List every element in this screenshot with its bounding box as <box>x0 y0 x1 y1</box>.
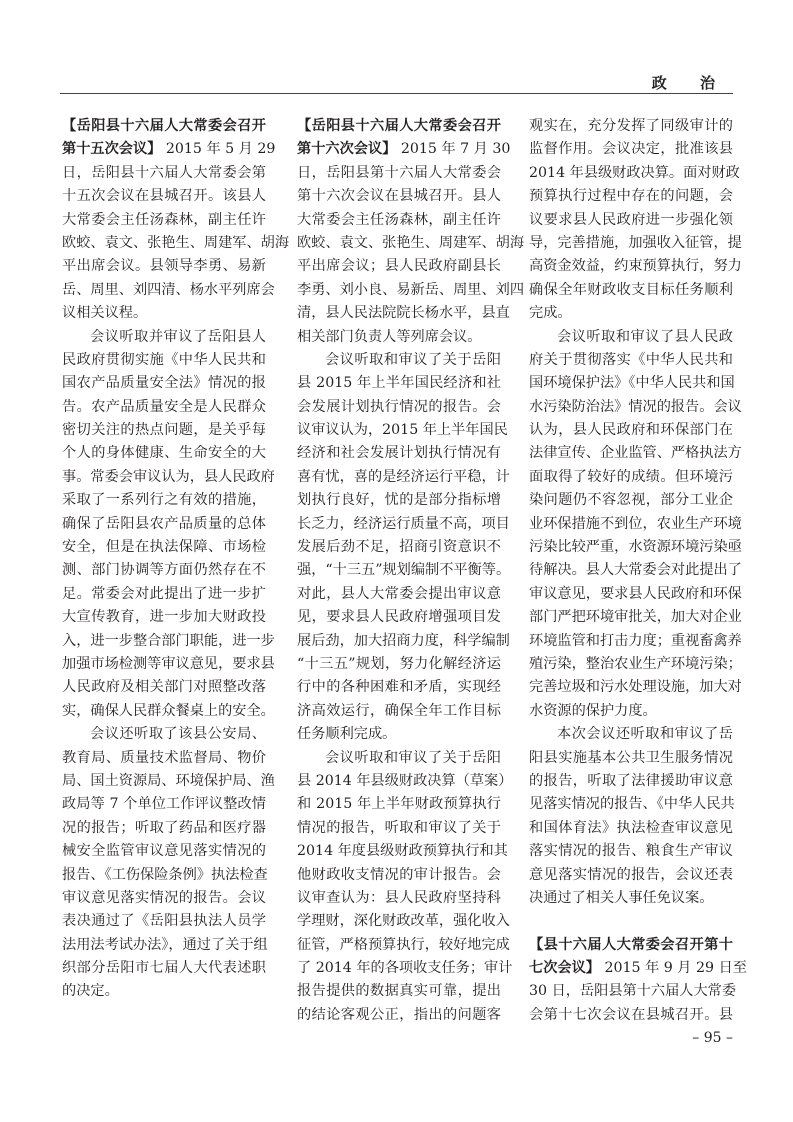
line-text: 监督作用。会议决定，批准该县 <box>529 141 733 158</box>
text-line <box>297 840 508 863</box>
text-line <box>297 1004 501 1027</box>
line-text: 会议听取和审议了关于岳阳 <box>325 749 501 766</box>
text-line <box>62 559 266 582</box>
text-line <box>62 419 266 442</box>
text-line <box>62 864 266 887</box>
line-text: 的报告，听取了法律援助审议意 <box>529 772 733 789</box>
text-line <box>529 793 733 816</box>
text-line <box>529 840 733 863</box>
line-text: 报告提供的数据真实可靠，提出 <box>297 983 501 1000</box>
entry-heading: 【岳阳县十六届人大常委会召开 <box>62 118 266 134</box>
text-line <box>297 419 508 442</box>
line-text: 国农产品质量安全法》情况的报 <box>62 375 266 392</box>
text-line <box>297 162 501 185</box>
line-text: 殖污染，整治农业生产环境污染； <box>529 655 742 672</box>
line-text: 法用法考试办法》，通过了关于组 <box>62 936 268 953</box>
paragraph <box>297 747 513 1028</box>
text-line <box>62 747 266 770</box>
text-line <box>529 653 742 676</box>
line-text: 平出席会议。县领导李勇、易新 <box>62 258 266 275</box>
text-line <box>297 396 501 419</box>
entry-heading: 第十五次会议】 <box>62 141 162 158</box>
line-text: 密切关注的热点问题，是关乎每 <box>62 422 266 439</box>
text-column-3 <box>529 115 747 1027</box>
text-line <box>297 934 510 957</box>
text-line <box>529 606 742 629</box>
text-line <box>529 1004 733 1027</box>
text-line <box>529 700 733 723</box>
paragraph <box>529 326 742 724</box>
line-text: 采取了一系列行之有效的措施， <box>62 492 266 509</box>
line-text: 相关部门负责人等列席会议。 <box>297 328 482 345</box>
line-text: 面取得了较好的成绩。但环境污 <box>529 468 733 485</box>
line-text: 入，进一步整合部门职能，进一步 <box>62 632 275 649</box>
text-line <box>297 559 511 582</box>
line-text: 会第十七次会议在县城召开。县 <box>529 1006 733 1023</box>
text-line <box>529 419 733 442</box>
paragraph <box>529 934 747 1028</box>
text-line <box>529 372 733 395</box>
line-text: 织部分岳阳市七届人大代表述职 <box>62 960 266 977</box>
line-text: 情况的报告，听取和审议了关于 <box>297 819 501 836</box>
text-column-2 <box>297 115 525 1027</box>
text-line <box>62 700 275 723</box>
text-line <box>529 747 733 770</box>
line-text: 2015 年 7 月 30 <box>396 141 511 158</box>
paragraph <box>62 115 290 326</box>
entry-heading: 【岳阳县十六届人大常委会召开 <box>297 118 501 134</box>
text-line <box>529 209 733 232</box>
line-text: 强，“十三五”规划编制不平衡等。 <box>297 562 511 579</box>
line-text: 业环保措施不到位，农业生产环境 <box>529 515 742 532</box>
header-divider <box>60 93 733 94</box>
line-text: 政局等 7 个单位工作评议整改情 <box>62 796 266 813</box>
line-text: 发展后劲不足，招商引资意识不 <box>297 539 501 556</box>
text-line <box>297 536 501 559</box>
line-text: 安全，但是在执法保障、市场检 <box>62 539 266 556</box>
line-text: 了 2014 年的各项收支任务；审计 <box>297 960 513 977</box>
line-text: 议审议认为，2015 年上半年国民 <box>297 422 508 439</box>
text-line <box>529 676 742 699</box>
text-line <box>297 864 501 887</box>
text-line <box>62 326 266 349</box>
text-line <box>529 466 733 489</box>
section-header: 政 治 <box>651 74 729 92</box>
line-text: 济高效运行，确保全年工作目标 <box>297 702 501 719</box>
line-text: 导，完善措施，加强收入征管，提 <box>529 234 742 251</box>
paragraph <box>529 115 742 326</box>
line-text: 完成。 <box>529 305 572 322</box>
line-text: 部门严把环境审批关，加大对企业 <box>529 609 742 626</box>
text-line <box>529 723 733 746</box>
line-text: 意见落实情况的报告，会议还表 <box>529 866 733 883</box>
line-text: 预算执行过程中存在的问题，会 <box>529 188 733 205</box>
text-line <box>297 770 513 793</box>
line-text: 和国体育法》执法检查审议意见 <box>529 819 733 836</box>
line-text: 李勇、刘小良、易新岳、周里、刘四 <box>297 281 525 298</box>
line-text: 平出席会议；县人民政府副县长 <box>297 258 501 275</box>
text-line <box>62 232 290 255</box>
line-text: 十五次会议在县城召开。该县人 <box>62 188 266 205</box>
text-line <box>62 209 266 232</box>
line-text: 县 2015 年上半年国民经济和社 <box>297 375 501 392</box>
text-line <box>529 255 742 278</box>
text-line <box>62 583 266 606</box>
line-text: 县 2014 年县级财政决算（草案） <box>297 772 513 789</box>
text-line <box>62 185 266 208</box>
text-line <box>529 536 742 559</box>
line-text: 的决定。 <box>62 983 119 1000</box>
line-text: 2014 年县级财政决算。面对财政 <box>529 164 740 181</box>
line-text: 长乏力，经济运行质量不高，项目 <box>297 515 510 532</box>
line-text: 学理财，深化财政改革，强化收入 <box>297 913 510 930</box>
text-line <box>297 255 501 278</box>
text-line <box>297 723 501 746</box>
paragraph <box>297 115 525 349</box>
line-text: 划执行良好，忧的是部分指标增 <box>297 492 501 509</box>
text-line <box>62 115 266 138</box>
text-line <box>529 817 733 840</box>
text-line <box>62 255 266 278</box>
line-text: 会发展计划执行情况的报告。会 <box>297 398 501 415</box>
line-text: 人民政府及相关部门对照整改落 <box>62 679 266 696</box>
text-line <box>529 326 733 349</box>
text-line <box>529 559 742 582</box>
line-text: 告。农产品质量安全是人民群众 <box>62 398 266 415</box>
line-text: 观实在，充分发挥了同级审计的 <box>529 118 733 134</box>
line-text: 阳县实施基本公共卫生服务情况 <box>529 749 733 766</box>
text-line <box>62 630 275 653</box>
paragraph <box>297 349 511 747</box>
line-text: 染问题仍不容忽视，部分工业企 <box>529 492 733 509</box>
text-line <box>529 396 742 419</box>
line-text: 的结论客观公正，指出的问题客 <box>297 1006 501 1023</box>
text-line <box>297 442 501 465</box>
line-text: 会议还听取了该县公安局、 <box>90 726 266 743</box>
text-line <box>62 910 266 933</box>
text-line <box>529 349 733 372</box>
text-line <box>62 372 266 395</box>
line-text: 经济和社会发展计划执行情况有 <box>297 445 501 462</box>
text-line <box>62 723 266 746</box>
line-text: 审议意见，要求县人民政府和环保 <box>529 585 742 602</box>
text-line <box>297 302 510 325</box>
line-text: 环境监管和打击力度；重视畜禽养 <box>529 632 742 649</box>
line-text: 法律宣传、企业监管、严格执法方 <box>529 445 742 462</box>
paragraph <box>62 326 275 724</box>
text-line <box>297 209 501 232</box>
text-line <box>62 279 275 302</box>
text-line <box>529 980 737 1003</box>
line-text: 确保了岳阳县农产品质量的总体 <box>62 515 266 532</box>
text-line <box>62 396 266 419</box>
line-text: 行中的各种困难和矛盾，实现经 <box>297 679 501 696</box>
line-text: 会议听取并审议了岳阳县人 <box>90 328 266 345</box>
text-line <box>62 606 266 629</box>
line-text: 事。常委会审议认为，县人民政府 <box>62 468 275 485</box>
text-line <box>297 957 513 980</box>
text-line <box>297 630 510 653</box>
text-line <box>529 302 733 325</box>
line-text: 认为，县人民政府和环保部门在 <box>529 422 733 439</box>
text-line <box>529 513 742 536</box>
line-text: 决通过了相关人事任免议案。 <box>529 889 714 906</box>
text-line <box>62 957 266 980</box>
text-line <box>297 489 501 512</box>
line-text: 2015 年 9 月 29 日至 <box>599 960 747 977</box>
text-line <box>62 887 266 910</box>
paragraph <box>62 723 275 1004</box>
line-text: 对此，县人大常委会提出审议意 <box>297 585 501 602</box>
line-text: 欧蛟、袁文、张艳生、周建军、胡海 <box>62 234 290 251</box>
section-gap <box>529 910 733 933</box>
text-line <box>297 747 501 770</box>
text-line <box>62 840 266 863</box>
line-text: 械安全监管审议意见落实情况的 <box>62 843 266 860</box>
text-line <box>297 232 525 255</box>
text-line <box>297 138 511 161</box>
text-line <box>297 466 510 489</box>
text-line <box>62 980 266 1003</box>
text-line <box>297 793 501 816</box>
line-text: 测、部门协调等方面仍然存在不 <box>62 562 266 579</box>
text-line <box>62 349 266 372</box>
text-line <box>529 138 733 161</box>
text-line <box>297 583 501 606</box>
line-text: 况的报告；听取了药品和医疗器 <box>62 819 266 836</box>
line-text: 大常委会主任汤森林，副主任许 <box>297 211 501 228</box>
line-text: 议审查认为：县人民政府坚持科 <box>297 889 501 906</box>
text-line <box>62 489 266 512</box>
line-text: 国环境保护法》《中华人民共和国 <box>529 375 735 392</box>
line-text: 审议意见落实情况的报告。会议 <box>62 889 266 906</box>
text-line <box>297 700 501 723</box>
line-text: 待解决。县人大常委会对此提出了 <box>529 562 742 579</box>
text-column-1 <box>62 115 290 1004</box>
text-line <box>529 279 733 302</box>
text-line <box>62 466 275 489</box>
text-line <box>297 513 510 536</box>
line-text: 本次会议还听取和审议了岳 <box>557 726 733 743</box>
line-text: 表决通过了《岳阳县执法人员学 <box>62 913 266 930</box>
text-line <box>297 115 501 138</box>
line-text: 第十六次会议在县城召开。县人 <box>297 188 501 205</box>
text-line <box>297 185 501 208</box>
line-text: 他财政收支情况的审计报告。会 <box>297 866 501 883</box>
line-text: 日，岳阳县第十六届人大常委会 <box>297 164 501 181</box>
line-text: 见，要求县人民政府增强项目发 <box>297 609 501 626</box>
text-line <box>529 770 733 793</box>
entry-heading: 【县十六届人大常委会召开第十 <box>529 936 733 953</box>
line-text: 加强市场检测等审议意见，要求县 <box>62 655 275 672</box>
text-line <box>62 653 275 676</box>
text-line <box>529 442 742 465</box>
line-text: 水污染防治法》情况的报告。会议 <box>529 398 742 415</box>
text-line <box>62 442 266 465</box>
text-line <box>297 653 501 676</box>
line-text: 个人的身体健康、生命安全的大 <box>62 445 266 462</box>
line-text: 教育局、质量技术监督局、物价 <box>62 749 266 766</box>
text-line <box>297 910 510 933</box>
text-line <box>297 372 501 395</box>
text-line <box>297 980 501 1003</box>
line-text: 局、国土资源局、环境保护局、渔 <box>62 772 275 789</box>
text-line <box>62 817 266 840</box>
line-text: 征管，严格预算执行，较好地完成 <box>297 936 510 953</box>
text-line <box>62 302 266 325</box>
line-text: 高资金效益，约束预算执行，努力 <box>529 258 742 275</box>
text-line <box>62 536 266 559</box>
entry-heading: 第十六次会议】 <box>297 141 397 158</box>
line-text: 见落实情况的报告、《中华人民共 <box>529 796 735 813</box>
line-text: 府关于贯彻落实《中华人民共和 <box>529 351 733 368</box>
line-text: 议相关议程。 <box>62 305 148 322</box>
text-line <box>297 887 501 910</box>
line-text: 污染比较严重，水资源环境污染亟 <box>529 539 742 556</box>
text-line <box>529 864 733 887</box>
text-line <box>62 138 276 161</box>
text-line <box>529 630 742 653</box>
text-line <box>297 349 501 372</box>
text-line <box>529 185 733 208</box>
page-number: – 95 – <box>692 1030 733 1046</box>
line-text: 展后劲，加大招商力度，科学编制 <box>297 632 510 649</box>
text-line <box>62 513 266 536</box>
line-text: 日，岳阳县十六届人大常委会第 <box>62 164 266 181</box>
line-text: 会议听取和审议了关于岳阳 <box>325 351 501 368</box>
line-text: 水资源的保护力度。 <box>529 702 657 719</box>
text-line <box>529 162 740 185</box>
text-line <box>297 817 501 840</box>
text-line <box>529 115 733 138</box>
line-text: 会议听取和审议了县人民政 <box>557 328 733 345</box>
line-text: 足。常委会对此提出了进一步扩 <box>62 585 266 602</box>
line-text: 2014 年度县级财政预算执行和其 <box>297 843 508 860</box>
text-line <box>529 934 733 957</box>
line-text: 完善垃圾和污水处理设施，加大对 <box>529 679 742 696</box>
line-text: 30 日，岳阳县第十六届人大常委 <box>529 983 737 1000</box>
line-text: 和 2015 年上半年财政预算执行 <box>297 796 501 813</box>
text-line <box>297 606 501 629</box>
line-text: 确保全年财政收支目标任务顺利 <box>529 281 733 298</box>
text-line <box>529 232 742 255</box>
line-text: 欧蛟、袁文、张艳生、周建军、胡海 <box>297 234 525 251</box>
line-text: 落实情况的报告、粮食生产审议 <box>529 843 733 860</box>
text-line <box>529 489 733 512</box>
line-text: 喜有忧，喜的是经济运行平稳，计 <box>297 468 510 485</box>
text-line <box>529 887 733 910</box>
line-text: 实，确保人民群众餐桌上的安全。 <box>62 702 275 719</box>
text-line <box>62 793 266 816</box>
line-text: 大宣传教育，进一步加大财政投 <box>62 609 266 626</box>
line-text: 岳、周里、刘四清、杨水平列席会 <box>62 281 275 298</box>
line-text: 2015 年 5 月 29 <box>161 141 276 158</box>
text-line <box>297 326 501 349</box>
line-text: 民政府贯彻实施《中华人民共和 <box>62 351 266 368</box>
text-line <box>62 934 266 957</box>
line-text: “十三五”规划，努力化解经济运 <box>297 655 501 672</box>
line-text: 清，县人民法院院长杨水平，县直 <box>297 305 510 322</box>
text-line <box>62 162 266 185</box>
text-line <box>62 676 266 699</box>
text-line <box>529 957 747 980</box>
text-line <box>297 279 525 302</box>
line-text: 议要求县人民政府进一步强化领 <box>529 211 733 228</box>
line-text: 任务顺利完成。 <box>297 726 397 743</box>
text-line <box>529 583 742 606</box>
paragraph <box>529 723 733 910</box>
entry-heading: 七次会议】 <box>529 960 600 977</box>
text-line <box>62 770 275 793</box>
line-text: 报告、《工伤保险条例》执法检查 <box>62 866 268 883</box>
line-text: 大常委会主任汤森林，副主任许 <box>62 211 266 228</box>
text-line <box>297 676 501 699</box>
